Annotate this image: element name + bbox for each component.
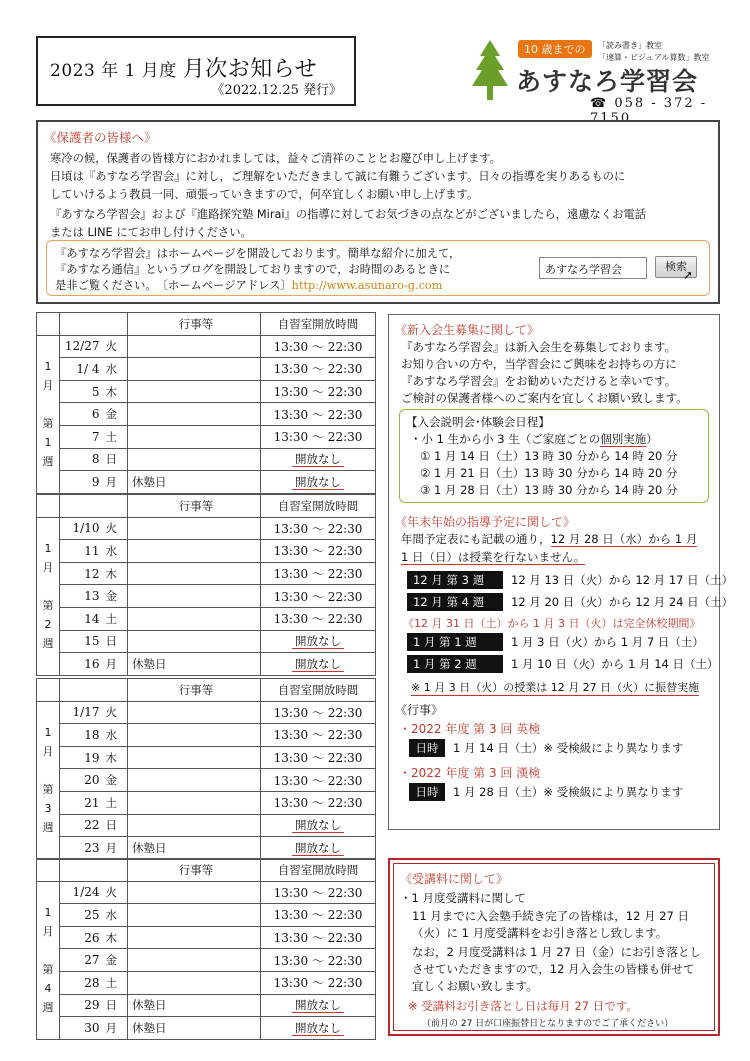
time-cell: 13:30 ～ 22:30 [261,926,376,949]
table-row [37,904,376,927]
greeting-line: 『あすなろ学習会』および『進路探究塾 Mirai』の指導に対してお気づきの点などがございましたら，遠慮なくお電話 [50,208,647,221]
greeting-heading: 《保護者の皆様へ》 [44,130,157,145]
table-row [37,335,376,358]
date-cell: 7 [60,425,106,448]
date-cell: 12 [60,562,106,585]
event-column-header: 行事等 [128,313,261,336]
week-label [37,701,60,859]
closed-label: 開放なし [292,452,344,467]
homepage-box [46,240,710,296]
table-row [37,769,376,792]
date-cell: 23 [60,837,106,860]
event-cell [128,971,261,994]
date-cell: 22 [60,814,106,837]
table-header-row [37,495,376,518]
table-row [37,471,376,494]
substitute-note: ※ 1 月 3 日（火）の授業は 12 月 27 日（火）に振替実施 [411,681,700,694]
date-cell: 27 [60,949,106,972]
table-row [37,380,376,403]
event-column-header: 行事等 [128,859,261,882]
week-label-char: 1 [44,360,52,374]
table-row [37,630,376,653]
weekday-cell: 月 [106,653,128,676]
week-label-char: 週 [42,1001,54,1015]
week-label [37,517,60,675]
events-heading: 《行事》 [395,703,444,717]
homepage-line: 『あすなろ通信』というブログを開設しておりますので，お時間のあるときに [55,263,451,276]
weekday-cell: 水 [106,540,128,563]
weekday-cell: 木 [106,746,128,769]
date-cell: 15 [60,630,106,653]
date-cell: 1/17 [60,701,106,724]
table-row [37,926,376,949]
closed-label: 開放なし [292,818,344,833]
table-row [37,701,376,724]
table-row [37,971,376,994]
greeting-line: または LINE にてお申し付けください。 [50,226,252,239]
info-item: ① 1 月 14 日（土）13 時 30 分から 14 時 20 分 [420,449,678,463]
table-header-row [37,859,376,882]
info-sub-prefix: ・小 1 生から小 3 生（ご家庭ごとの [410,432,601,446]
table-row [37,994,376,1017]
time-cell: 13:30 ～ 22:30 [261,562,376,585]
closed-label: 開放なし [292,634,344,649]
fees-inner [393,863,715,1031]
date-cell: 16 [60,653,106,676]
event-cell [128,630,261,653]
table-row [37,837,376,860]
date-cell: 30 [60,1017,106,1040]
week-header-cell [37,859,60,882]
search-button[interactable]: 検索 [655,256,697,278]
table-row [37,746,376,769]
time-cell: 13:30 ～ 22:30 [261,746,376,769]
weekday-cell: 日 [106,448,128,471]
table-row [37,1017,376,1040]
week-label-char: 4 [44,982,52,996]
event-cell: 休塾日 [128,653,261,676]
recruit-line: お知り合いの方や，当学習会にご興味をお持ちの方に [401,357,677,371]
week-header-cell [37,679,60,702]
date-cell: 5 [60,380,106,403]
event-cell [128,517,261,540]
time-cell [261,1017,376,1040]
week-label-bar: 1 月 第 1 週 [407,633,503,651]
time-column-header: 自習室開放時間 [261,313,376,336]
week-label-char: 第 [42,599,54,613]
week-label-char: 第 [42,963,54,977]
weekday-cell: 日 [106,814,128,837]
event-cell: 休塾日 [128,471,261,494]
time-cell [261,471,376,494]
time-cell: 13:30 ～ 22:30 [261,540,376,563]
weekday-cell: 火 [106,701,128,724]
recruit-line: ご検討の保護者様へのご案内を宜しくお願い致します。 [401,391,688,405]
week-schedule-table [36,494,376,676]
logo-name: あすなろ学習会 [516,67,699,96]
week-schedule-table [36,858,376,1040]
closed-label: 開放なし [292,841,344,856]
table-row [37,540,376,563]
week-label-char: 週 [42,455,54,469]
title-main: 月次お知らせ [182,57,318,82]
fees-sub: ・1 月度受講料に関して [400,891,526,905]
logo-badge: 10 歳までの [518,40,592,58]
week-range-text: 1 月 10 日（火）から 1 月 14 日（土） [511,657,719,671]
date-header-cell [60,679,128,702]
event-cell [128,814,261,837]
weekday-cell: 火 [106,517,128,540]
date-cell: 11 [60,540,106,563]
time-cell: 13:30 ～ 22:30 [261,881,376,904]
table-row [37,791,376,814]
info-title: 【入会説明会･体験会日程】 [406,415,550,429]
date-cell: 12/27 [60,335,106,358]
event-cell [128,607,261,630]
event-cell: 休塾日 [128,837,261,860]
week-label-char: 週 [42,637,54,651]
date-cell: 6 [60,403,106,426]
notices-panel [388,314,734,830]
event-date-tag: 日時 [409,783,445,801]
search-input[interactable]: あすなろ学習会 [539,257,647,279]
week-label-char: 1 [44,542,52,556]
event-cell [128,540,261,563]
table-row [37,881,376,904]
time-cell [261,448,376,471]
week-label [37,335,60,493]
logo-tagline-1: 「読み書き」教室 [598,41,662,50]
closed-label: 開放なし [292,475,344,490]
greeting-line: 寒冷の候，保護者の皆様方におかれましては，益々ご清祥のこととお慶び申し上げます。 [50,152,501,165]
time-cell: 13:30 ～ 22:30 [261,949,376,972]
table-row [37,448,376,471]
week-label-char: 第 [42,783,54,797]
recruit-line: 『あすなろ学習会』をお勧めいただけると幸いです。 [401,374,677,388]
closed-label: 開放なし [292,657,344,672]
fees-line: 11 月までに入会塾手続き完了の皆様は，12 月 27 日 [412,909,690,923]
holiday-line-1 [401,531,697,547]
weekday-cell: 火 [106,881,128,904]
date-cell: 20 [60,769,106,792]
fees-line: （火）に 1 月度受講料をお引き落とし致します。 [412,926,668,940]
week-label-bar: 12 月 第 4 週 [407,593,503,611]
date-cell: 13 [60,585,106,608]
event-cell [128,562,261,585]
date-cell: 14 [60,607,106,630]
time-column-header: 自習室開放時間 [261,679,376,702]
fees-red-note: ※ 受講料お引き落とし日は毎月 27 日です。 [408,999,638,1013]
weekday-cell: 金 [106,769,128,792]
time-cell: 13:30 ～ 22:30 [261,517,376,540]
event-cell [128,425,261,448]
event-cell: 休塾日 [128,994,261,1017]
week-label-bar: 12 月 第 3 週 [407,571,503,589]
title-box [36,36,356,106]
table-row [37,814,376,837]
week-label-char: 月 [42,561,54,575]
event-cell [128,904,261,927]
table-row [37,517,376,540]
table-row [37,358,376,381]
weekday-cell: 水 [106,358,128,381]
week-label-char: 第 [42,417,54,431]
weekday-cell: 月 [106,471,128,494]
weekday-cell: 水 [106,724,128,747]
event-date-tag: 日時 [409,739,445,757]
recruit-line: 『あすなろ学習会』は新入会生を募集しております。 [401,340,677,354]
weekday-cell: 土 [106,607,128,630]
weekday-cell: 金 [106,403,128,426]
greeting-box [36,120,720,304]
week-label-char: 週 [42,821,54,835]
time-cell: 13:30 ～ 22:30 [261,358,376,381]
week-label-char: 月 [42,379,54,393]
event-cell [128,701,261,724]
event-cell [128,769,261,792]
title-prefix: 2023 年 1 月度 [50,61,177,81]
event-cell [128,335,261,358]
week-label-char: 月 [42,925,54,939]
time-cell: 13:30 ～ 22:30 [261,701,376,724]
weekday-cell: 金 [106,949,128,972]
time-cell: 13:30 ～ 22:30 [261,904,376,927]
week-label-char: 1 [44,436,52,450]
fees-heading: 《受講料に関して》 [400,872,509,886]
week-label-char: 1 [44,906,52,920]
closed-label: 開放なし [292,998,344,1013]
holiday-line-1-prefix: 年間予定表にも記載の通り， [401,532,551,546]
date-header-cell [60,859,128,882]
info-session-box [399,409,709,503]
event-title: ・2022 年度 第 3 回 英検 [399,722,541,736]
time-cell [261,994,376,1017]
weekday-cell: 水 [106,904,128,927]
week-range-text: 12 月 13 日（火）から 12 月 17 日（土） [511,573,734,587]
holiday-heading: 《年末年始の指導予定に関して》 [395,515,576,529]
week-label-char: 2 [44,618,52,632]
time-column-header: 自習室開放時間 [261,495,376,518]
date-header-cell [60,313,128,336]
info-item: ② 1 月 21 日（土）13 時 30 分から 14 時 20 分 [420,466,678,480]
table-row [37,562,376,585]
info-sub [410,431,658,447]
fees-line: させていただきますので，12 月入会生の皆様も併せて [412,962,695,976]
event-cell [128,791,261,814]
table-row [37,653,376,676]
holiday-line-2 [401,549,585,565]
date-cell: 29 [60,994,106,1017]
event-date-text: 1 月 28 日（土）※ 受検級により異なります [453,785,684,799]
greeting-line: していけるよう教員一同、頑張っていきますので，何卒宜しくお願い申し上げます。 [50,188,479,201]
time-cell: 13:30 ～ 22:30 [261,585,376,608]
table-row [37,403,376,426]
weekday-cell: 月 [106,1017,128,1040]
table-row [37,949,376,972]
event-cell [128,448,261,471]
date-cell: 19 [60,746,106,769]
homepage-url[interactable]: http://www.asunaro-g.com [291,279,443,292]
week-label-char: 3 [44,802,52,816]
event-cell [128,949,261,972]
info-sub-suffix: ） [646,432,658,446]
event-title: ・2022 年度 第 3 回 漢検 [399,766,541,780]
event-cell [128,358,261,381]
week-label-char: 1 [44,726,52,740]
date-cell: 26 [60,926,106,949]
table-header-row [37,679,376,702]
fees-line: 宜しくお願い致します。 [412,979,538,993]
homepage-line-text: 是非ご覧ください。 〔ホームページアドレス〕 [55,279,292,292]
time-cell: 13:30 ～ 22:30 [261,791,376,814]
event-cell [128,585,261,608]
weekday-cell: 日 [106,994,128,1017]
table-row [37,585,376,608]
event-cell [128,380,261,403]
event-cell [128,724,261,747]
weekday-cell: 火 [106,335,128,358]
weekday-cell: 木 [106,380,128,403]
table-header-row [37,313,376,336]
weekday-cell: 月 [106,837,128,860]
event-column-header: 行事等 [128,679,261,702]
week-header-cell [37,313,60,336]
week-range-text: 1 月 3 日（火）から 1 月 7 日（土） [511,635,704,649]
time-cell: 13:30 ～ 22:30 [261,380,376,403]
week-header-cell [37,495,60,518]
table-row [37,425,376,448]
date-cell: 1/24 [60,881,106,904]
recruit-heading: 《新入会生募集に関して》 [395,323,540,337]
date-header-cell [60,495,128,518]
time-cell [261,653,376,676]
tree-icon [470,40,510,102]
time-column-header: 自習室開放時間 [261,859,376,882]
weekday-cell: 木 [106,562,128,585]
time-cell: 13:30 ～ 22:30 [261,335,376,358]
fees-small-note: （前月の 27 日が口座振替日となりますのでご了承ください） [422,1019,674,1029]
table-row [37,724,376,747]
date-cell: 25 [60,904,106,927]
closure-note: 《12 月 31 日（土）から 1 月 3 日（火）は完全休校期間》 [403,617,701,630]
issue-date: 《2022.12.25 発行》 [211,83,342,98]
event-cell [128,881,261,904]
weekday-cell: 日 [106,630,128,653]
weekday-cell: 木 [106,926,128,949]
date-cell: 21 [60,791,106,814]
date-cell: 1/10 [60,517,106,540]
time-cell [261,630,376,653]
homepage-line: 『あすなろ学習会』はホームページを開設しております。簡単な紹介に加えて， [55,247,461,260]
weekday-cell: 土 [106,425,128,448]
event-column-header: 行事等 [128,495,261,518]
date-cell: 8 [60,448,106,471]
logo-tagline-2: 「速算・ビジュアル算数」教室 [598,53,710,62]
greeting-line: 日頃は『あすなろ学習会』に対し，ご理解をいただきまして誠に有難うございます。日々の指導を実りあるものに [50,170,626,183]
time-cell [261,814,376,837]
event-cell [128,926,261,949]
week-range-text: 12 月 20 日（火）から 12 月 24 日（土） [511,595,734,609]
weekday-cell: 金 [106,585,128,608]
event-cell [128,403,261,426]
time-cell [261,837,376,860]
fees-line: なお，2 月度受講料は 1 月 27 日（金）にお引き落とし [412,945,702,959]
table-row [37,607,376,630]
event-date-text: 1 月 14 日（土）※ 受検級により異なります [453,741,684,755]
weekday-cell: 土 [106,971,128,994]
week-label-bar: 1 月 第 2 週 [407,655,503,673]
week-schedule-table [36,312,376,494]
time-cell: 13:30 ～ 22:30 [261,425,376,448]
date-cell: 1/ 4 [60,358,106,381]
date-cell: 9 [60,471,106,494]
event-cell [128,746,261,769]
time-cell: 13:30 ～ 22:30 [261,724,376,747]
date-cell: 28 [60,971,106,994]
info-item: ③ 1 月 28 日（土）13 時 30 分から 14 時 20 分 [420,483,678,497]
week-label-char: 月 [42,745,54,759]
info-sub-underlined: 個別実施 [600,432,647,446]
time-cell: 13:30 ～ 22:30 [261,769,376,792]
week-schedule-table [36,678,376,860]
time-cell: 13:30 ～ 22:30 [261,607,376,630]
holiday-line-1-underlined: 12 月 28 日（水）から 1 月 [550,532,698,546]
date-cell: 18 [60,724,106,747]
weekday-cell: 土 [106,791,128,814]
fees-box [388,858,720,1036]
holiday-line-2-underlined: 1 日（日）は授業を行ないません。 [401,550,586,564]
time-cell: 13:30 ～ 22:30 [261,971,376,994]
cursor-icon: ➚ [683,268,694,282]
homepage-line [55,277,442,293]
closed-label: 開放なし [292,1021,344,1036]
week-label [37,881,60,1039]
phone-number: ☎ 058 - 372 - 7150 [590,96,708,126]
event-cell: 休塾日 [128,1017,261,1040]
time-cell: 13:30 ～ 22:30 [261,403,376,426]
